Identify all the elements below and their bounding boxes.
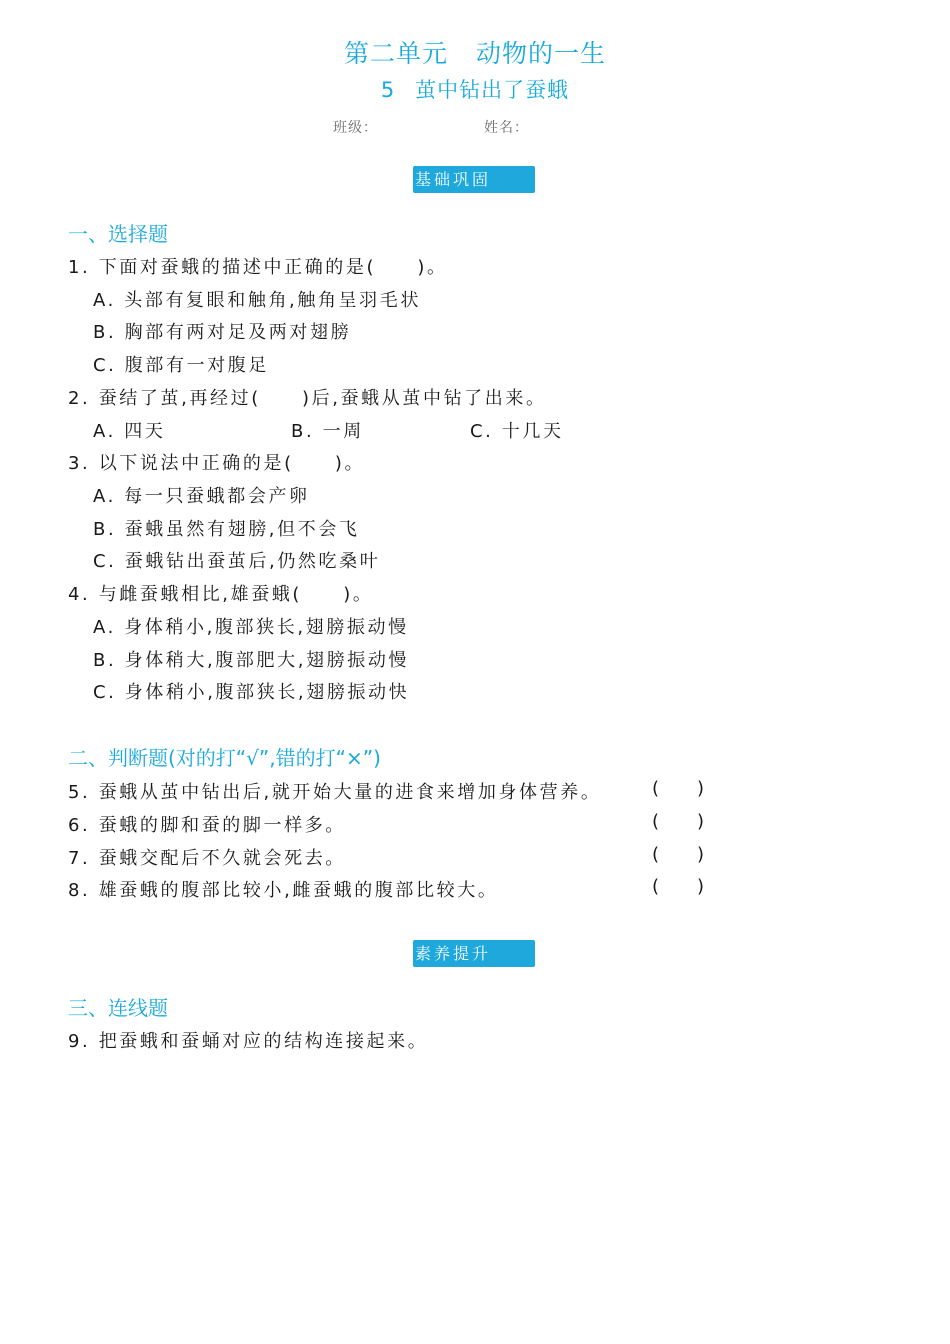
name-label: 姓名： (484, 120, 529, 136)
lesson-number: 5 (380, 78, 396, 102)
question-3-stem: 3. 以下说法中正确的是( )。 (68, 453, 366, 474)
section-match-title: 三、连线题 (68, 996, 168, 1020)
answer-blank-7[interactable]: ( ) (652, 844, 705, 865)
question-2-option-b: B. 一周 (291, 421, 364, 442)
class-label: 班级： (333, 120, 378, 136)
answer-blank-5[interactable]: ( ) (652, 778, 705, 799)
question-2-stem: 2. 蚕结了茧,再经过( )后,蚕蛾从茧中钻了出来。 (68, 388, 547, 409)
unit-label: 第二单元 (343, 39, 448, 68)
answer-blank-6[interactable]: ( ) (652, 811, 705, 832)
question-1-option-c: C. 腹部有一对腹足 (93, 355, 270, 376)
question-3-option-c: C. 蚕蛾钻出蚕茧后,仍然吃桑叶 (93, 551, 381, 572)
question-4-option-c: C. 身体稍小,腹部狭长,翅膀振动快 (93, 682, 410, 703)
answer-blank-8[interactable]: ( ) (652, 876, 705, 897)
question-4-stem: 4. 与雌蚕蛾相比,雄蚕蛾( )。 (68, 584, 374, 605)
question-2-option-c: C. 十几天 (470, 421, 564, 442)
question-3-option-b: B. 蚕蛾虽然有翅膀,但不会飞 (93, 519, 360, 540)
question-8-text: 8. 雄蚕蛾的腹部比较小,雌蚕蛾的腹部比较大。 (68, 880, 499, 901)
unit-title (0, 34, 950, 70)
question-2-option-a: A. 四天 (93, 421, 166, 442)
question-4-option-b: B. 身体稍大,腹部肥大,翅膀振动慢 (93, 650, 410, 671)
question-5-text: 5. 蚕蛾从茧中钻出后,就开始大量的进食来增加身体营养。 (68, 782, 602, 803)
unit-topic: 动物的一生 (476, 39, 607, 68)
question-1-option-a: A. 头部有复眼和触角,触角呈羽毛状 (93, 290, 421, 311)
section-judge-title: 二、判断题(对的打“√”,错的打“×”) (68, 746, 381, 770)
question-7-text: 7. 蚕蛾交配后不久就会死去。 (68, 848, 346, 869)
banner-advanced: 素养提升 (413, 940, 535, 967)
question-4-option-a: A. 身体稍小,腹部狭长,翅膀振动慢 (93, 617, 409, 638)
banner-basic: 基础巩固 (413, 166, 535, 193)
question-1-stem: 1. 下面对蚕蛾的描述中正确的是( )。 (68, 257, 448, 278)
lesson-name: 茧中钻出了蚕蛾 (415, 78, 570, 102)
question-9-text: 9. 把蚕蛾和蚕蛹对应的结构连接起来。 (68, 1031, 429, 1052)
question-6-text: 6. 蚕蛾的脚和蚕的脚一样多。 (68, 815, 346, 836)
section-choice-title: 一、选择题 (68, 222, 168, 246)
question-1-option-b: B. 胸部有两对足及两对翅膀 (93, 322, 352, 343)
question-3-option-a: A. 每一只蚕蛾都会产卵 (93, 486, 310, 507)
lesson-title (0, 74, 950, 104)
